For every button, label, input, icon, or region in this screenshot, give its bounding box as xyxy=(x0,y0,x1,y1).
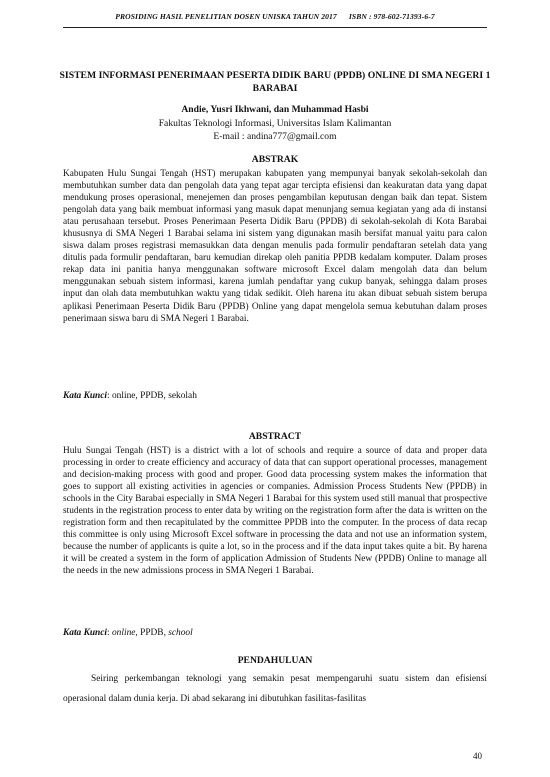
pendahuluan-text: Seiring perkembangan teknologi yang semakin pesat mempengaruhi suatu sistem dan efisiensi operasional dalam dunia kerja. Di abad sekarang ini dibutuhkan fasilitas-fasilitas xyxy=(63,674,487,704)
abstrak-heading: ABSTRAK xyxy=(251,154,299,165)
abstrak-text: Kabupaten Hulu Sungai Tengah (HST) merupakan kabupaten yang mempunyai banyak sekolah-sekolah dan membutuhkan sumber data dan pengolah data yang tepat agar tercipta efisiensi dan keakuratan data yang dapat mendukung proses operasional, menejemen dan proses pengambilan keputusan dengan baik dan tepat. Sistem pengolah data yang baik membuat informasi yang masuk dapat menunjang semua kegiatan yang ada di instansi atau perusahaan tersebut. Proses Penerimaan Peserta Didik Baru (PPDB) di sekolah-sekolah di Kota Barabai khususnya di SMA Negeri 1 Barabai selama ini sistem yang digunakan masih bersifat manual yaitu para calon siswa dalam proses registrasi memasukkan data dengan menulis pada formulir pendaftaran setelah data yang ditulis pada formulir pendaftaran, baru kemudian direkap oleh panitia PPDB kedalam komputer. Dalam proses rekap data ini panitia hanya menggunakan software microsoft Excel dalam mengolah data dan belum menggunakan sebuah sistem informasi, karena jumlah pendaftar yang cukup banyak, sehingga dalam proses input dan olah data membutuhkan waktu yang tidak sedikit. Oleh harena itu akan dibuat sebuah sistem berupa aplikasi Penerimaan Peserta Didik Baru (PPDB) Online yang dapat mengelola semua kebutuhan dalam proses penerimaan siswa baru di SMA Negeri 1 Barabai. xyxy=(63,169,487,324)
header-rule xyxy=(63,27,487,28)
author-email: E-mail : andina777@gmail.com xyxy=(213,131,337,142)
affiliation: Fakultas Teknologi Informasi, Universitas Islam Kalimantan xyxy=(158,118,392,129)
keywords-label: Kata Kunci xyxy=(63,391,108,401)
pendahuluan-heading: PENDAHULUAN xyxy=(237,655,313,666)
paper-title: SISTEM INFORMASI PENERIMAAN PESERTA DIDIK BARU (PPDB) ONLINE DI SMA NEGERI 1 BARABAI xyxy=(59,70,491,94)
isbn-number: ISBN : 978-602-71393-6-7 xyxy=(348,12,435,21)
keywords-label: Kata Kunci xyxy=(63,628,108,638)
page-number: 40 xyxy=(473,751,482,761)
keyword-school: school xyxy=(168,628,193,638)
abstract-text: Hulu Sungai Tengah (HST) is a district with a lot of schools and require a source of data and proper data processing in order to create efficiency and accuracy of data that can support operational processes, management and decision-making process with good and proper. Good data processing system makes the information that goes to support all existing activities in agencies or companies. Admission Process Students New (PPDB) in schools in the City Barabai especially in SMA Negeri 1 Barabai for this system used still manual that prospective students in the registration process to enter data by writing on the registration form after the data is written on the registration form and then recapitulated by the committee PPDB into the computer. In the process of data recap this committee is only using Microsoft Excel software in processing the data and not use an information system, because the number of applicants is quite a lot, so in the process and if the data input takes quite a bit. By harena it will be created a system in the form of application Admission of Students New (PPDB) Online to manage all the needs in the new admissions process in SMA Negeri 1 Barabai. xyxy=(63,446,487,577)
author-list: Andie, Yusri Ikhwani, dan Muhammad Hasbi xyxy=(181,104,369,115)
keyword-online: online xyxy=(111,628,136,638)
abstract-keywords: Kata Kunci: online, PPDB, school xyxy=(63,628,193,638)
running-header xyxy=(0,12,550,21)
journal-name: PROSIDING HASIL PENELITIAN DOSEN UNISKA TAHUN 2017 xyxy=(115,12,337,21)
abstract-heading: ABSTRACT xyxy=(248,431,302,442)
keywords-list: : online, PPDB, sekolah xyxy=(107,391,197,401)
abstrak-keywords xyxy=(63,391,197,401)
keyword-ppdb: PPDB xyxy=(140,628,164,638)
